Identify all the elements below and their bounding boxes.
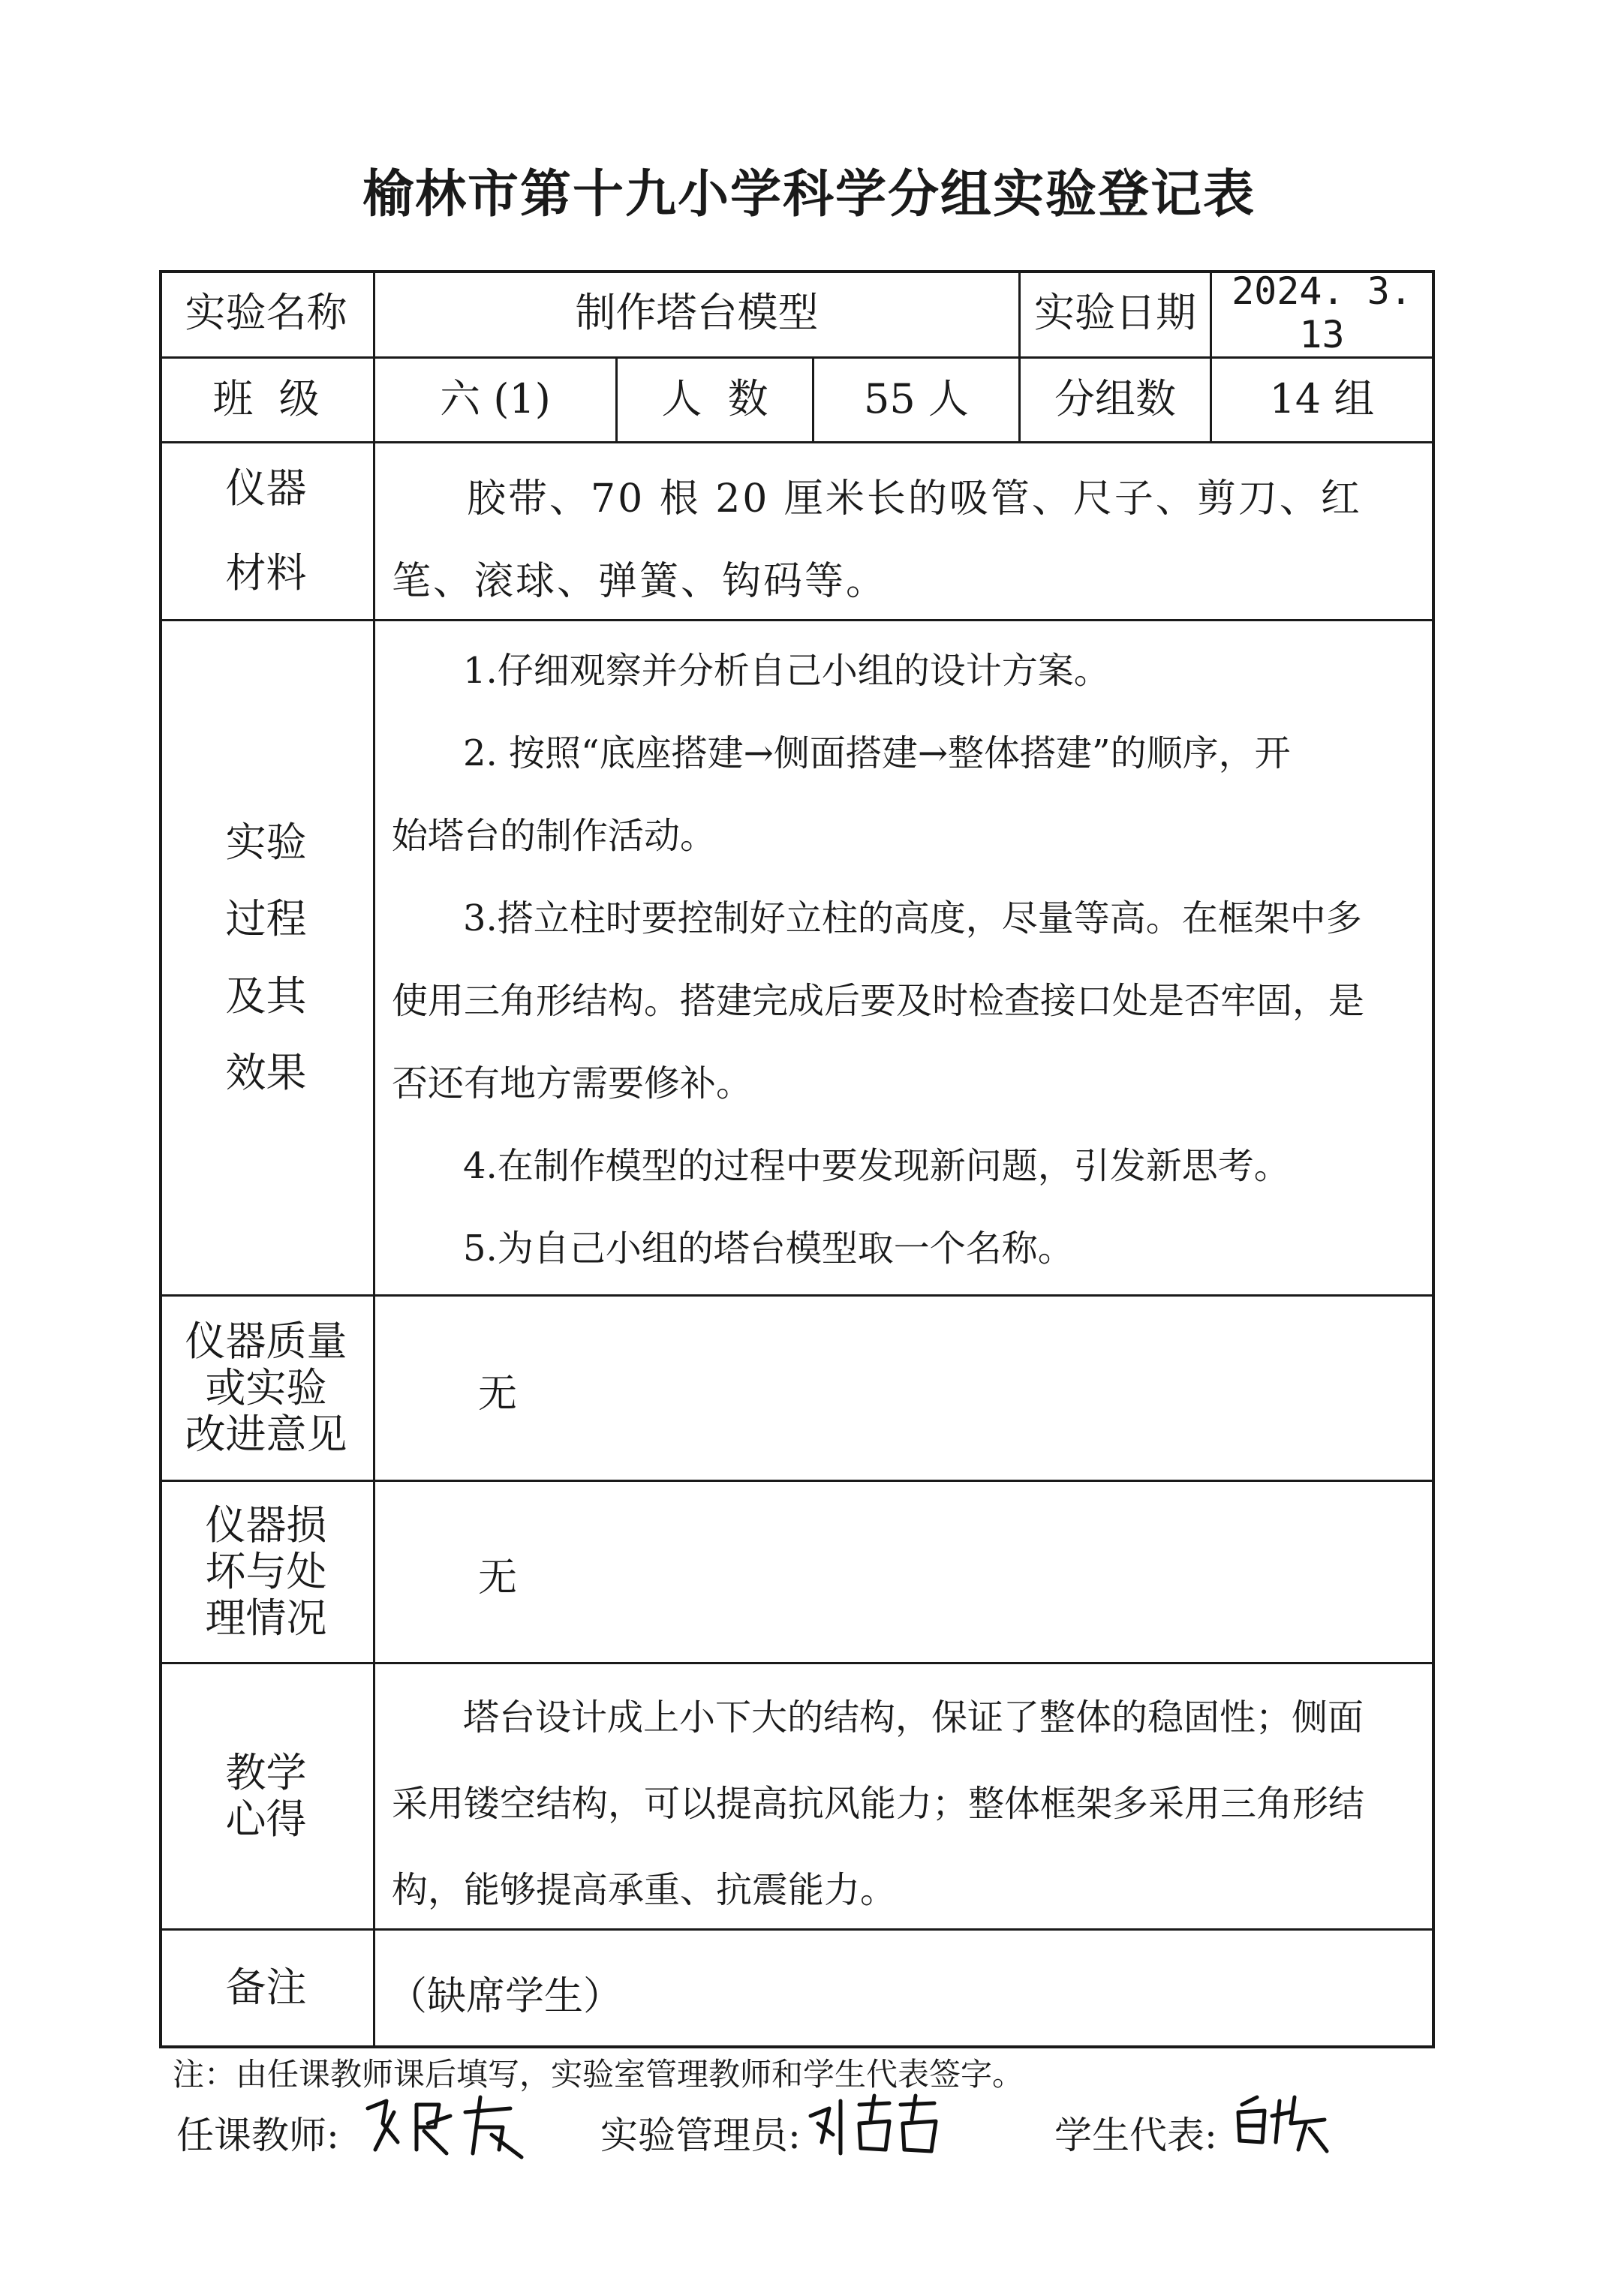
process-step: 3.搭立柱时要控制好立柱的高度，尽量等高。在框架中多: [463, 897, 1362, 939]
materials-label: [159, 443, 373, 619]
class-label: 班 级: [212, 375, 320, 423]
remarks-value: （缺席学生）: [388, 1974, 623, 2019]
reflection-label: [159, 1664, 373, 1928]
process-label-line: 实验: [225, 819, 307, 867]
class-value: 六 (1): [440, 375, 551, 423]
process-label-line: 及其: [225, 972, 307, 1020]
table-border-right: [1432, 270, 1435, 2048]
damage-value: 无: [478, 1555, 518, 1600]
count-label: 人 数: [661, 375, 768, 423]
experiment-name-label: 实验名称: [185, 289, 347, 337]
page-title: 榆林市第十九小学科学分组实验登记表: [362, 165, 1256, 224]
groups-value: 14 组: [1269, 375, 1375, 423]
quality-label-line: 改进意见: [185, 1411, 347, 1459]
experiment-date-value: 2024. 3. 13: [1232, 269, 1412, 356]
process-step: 使用三角形结构。搭建完成后要及时检查接口处是否牢固，是: [392, 980, 1365, 1022]
quality-label-line: 仪器质量: [185, 1317, 347, 1365]
process-step: 1.仔细观察并分析自己小组的设计方案。: [463, 650, 1110, 692]
process-label-line: 效果: [225, 1048, 307, 1096]
quality-value: 无: [478, 1372, 518, 1417]
admin-signature: [799, 2082, 949, 2168]
materials-line: 笔、滚球、弹簧、钩码等。: [392, 559, 888, 604]
process-label: [159, 621, 373, 1294]
process-step: 4.在制作模型的过程中要发现新问题，引发新思考。: [463, 1145, 1290, 1187]
damage-label-line: 理情况: [205, 1594, 327, 1642]
teacher-signature: [353, 2082, 533, 2168]
process-step: 2. 按照“底座搭建→侧面搭建→整体搭建”的顺序，开: [463, 732, 1291, 774]
materials-line: 胶带、70 根 20 厘米长的吸管、尺子、剪刀、红: [467, 476, 1362, 521]
reflection-label-line: 心得: [225, 1796, 307, 1843]
process-step: 5.为自己小组的塔台模型取一个名称。: [463, 1228, 1074, 1270]
reflection-line: 构，能够提高承重、抗震能力。: [392, 1869, 897, 1911]
experiment-date-label: 实验日期: [1034, 289, 1196, 337]
process-step: 否还有地方需要修补。: [392, 1062, 753, 1104]
quality-label: [159, 1297, 373, 1480]
footer-note: 注：由任课教师课后填写，实验室管理教师和学生代表签字。: [173, 2056, 1024, 2093]
remarks-label: 备注: [225, 1964, 307, 2012]
teacher-signature-label: 任课教师:: [176, 2114, 339, 2157]
damage-label-line: 坏与处: [205, 1547, 327, 1595]
registration-form-table: [159, 270, 1435, 2048]
materials-label-line: 材料: [225, 548, 307, 597]
materials-label-line: 仪器: [225, 464, 307, 512]
experiment-name-value: 制作塔台模型: [575, 289, 819, 337]
damage-label: [159, 1482, 373, 1662]
quality-label-line: 或实验: [205, 1363, 327, 1411]
student-signature-label: 学生代表:: [1054, 2114, 1217, 2157]
reflection-line: 采用镂空结构，可以提高抗风能力；整体框架多采用三角形结: [392, 1783, 1365, 1825]
table-border-bottom: [159, 2045, 1435, 2048]
groups-label: 分组数: [1054, 375, 1176, 423]
reflection-label-line: 教学: [225, 1748, 307, 1796]
damage-label-line: 仪器损: [205, 1501, 327, 1549]
process-step: 始塔台的制作活动。: [392, 815, 717, 857]
admin-signature-label: 实验管理员:: [600, 2114, 801, 2157]
label-column-divider: [373, 270, 375, 2048]
student-signature: [1231, 2082, 1336, 2160]
process-label-line: 过程: [225, 895, 307, 943]
reflection-line: 塔台设计成上小下大的结构，保证了整体的稳固性；侧面: [463, 1696, 1364, 1739]
count-value: 55 人: [864, 375, 969, 423]
